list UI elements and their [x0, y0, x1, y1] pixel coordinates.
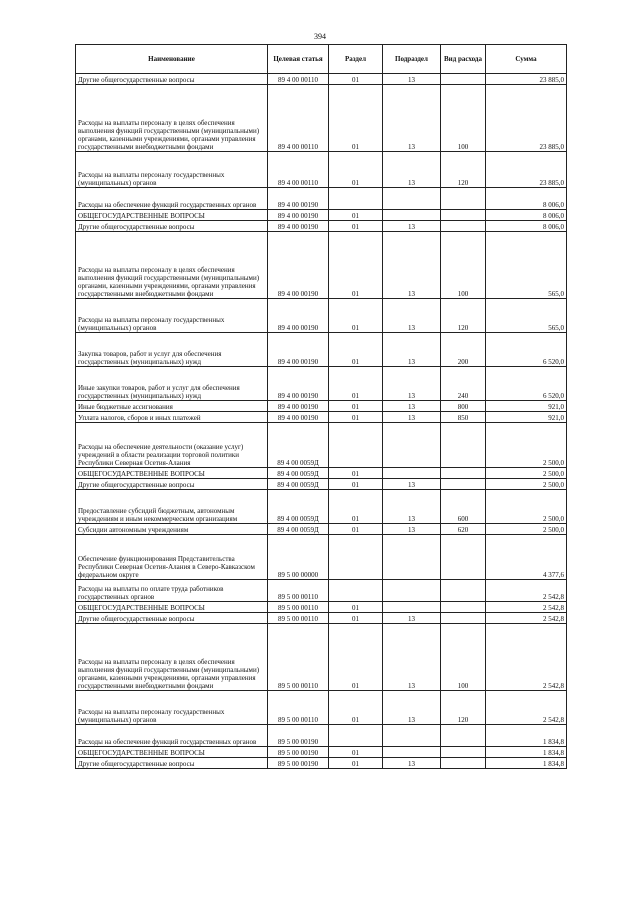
- row-expense-type: [441, 535, 486, 580]
- row-article: 89 5 00 00110: [268, 580, 329, 602]
- row-name: ОБЩЕГОСУДАРСТВЕННЫЕ ВОПРОСЫ: [76, 747, 268, 758]
- header-article: Целевая статья: [268, 45, 329, 74]
- row-section: 01: [329, 758, 383, 769]
- row-section: 01: [329, 152, 383, 188]
- row-subsection: [383, 210, 441, 221]
- row-subsection: 13: [383, 691, 441, 725]
- row-section: 01: [329, 412, 383, 423]
- row-subsection: 13: [383, 758, 441, 769]
- row-section: 01: [329, 221, 383, 232]
- row-article: 89 4 00 00190: [268, 412, 329, 423]
- row-section: 01: [329, 468, 383, 479]
- row-name: Иные закупки товаров, работ и услуг для обеспечения государственных (муниципальных) нужд: [76, 367, 268, 401]
- row-subsection: 13: [383, 152, 441, 188]
- row-subsection: [383, 747, 441, 758]
- row-name: Расходы на выплаты по оплате труда работников государственных органов: [76, 580, 268, 602]
- row-article: 89 4 00 00110: [268, 152, 329, 188]
- row-amount: 2 542,8: [486, 580, 567, 602]
- row-section: 01: [329, 232, 383, 299]
- header-expense-type: Вид расхода: [441, 45, 486, 74]
- row-name: Расходы на выплаты персоналу в целях обеспечения выполнения функций государственными (муниципальными) органами, казенными учреждениями, органами управления государственными внебюджетными фондами: [76, 85, 268, 152]
- row-section: 01: [329, 299, 383, 333]
- table-row: [76, 624, 567, 691]
- row-article: 89 4 00 00190: [268, 210, 329, 221]
- row-article: 89 4 00 00190: [268, 333, 329, 367]
- row-subsection: [383, 535, 441, 580]
- row-article: 89 4 00 00190: [268, 232, 329, 299]
- row-amount: 2 542,8: [486, 624, 567, 691]
- table-row: [76, 367, 567, 401]
- table-row: [76, 232, 567, 299]
- row-section: [329, 423, 383, 468]
- row-article: 89 4 00 00110: [268, 85, 329, 152]
- row-section: 01: [329, 624, 383, 691]
- row-amount: 2 500,0: [486, 490, 567, 524]
- row-name: Уплата налогов, сборов и иных платежей: [76, 412, 268, 423]
- row-expense-type: 100: [441, 624, 486, 691]
- row-subsection: 13: [383, 367, 441, 401]
- row-section: [329, 535, 383, 580]
- row-section: 01: [329, 524, 383, 535]
- row-section: [329, 188, 383, 210]
- table-row: [76, 524, 567, 535]
- table-row: [76, 188, 567, 210]
- row-subsection: [383, 725, 441, 747]
- row-name: Другие общегосударственные вопросы: [76, 613, 268, 624]
- row-expense-type: 600: [441, 490, 486, 524]
- row-expense-type: 100: [441, 85, 486, 152]
- row-subsection: 13: [383, 490, 441, 524]
- row-expense-type: [441, 74, 486, 85]
- row-expense-type: [441, 747, 486, 758]
- row-name: ОБЩЕГОСУДАРСТВЕННЫЕ ВОПРОСЫ: [76, 602, 268, 613]
- row-name: ОБЩЕГОСУДАРСТВЕННЫЕ ВОПРОСЫ: [76, 210, 268, 221]
- row-name: Расходы на обеспечение деятельности (оказание услуг) учреждений в области реализации торговой политики Республики Северная Осетия-Алания: [76, 423, 268, 468]
- row-amount: 2 542,8: [486, 602, 567, 613]
- row-subsection: 13: [383, 232, 441, 299]
- row-article: 89 4 00 00190: [268, 367, 329, 401]
- row-name: Иные бюджетные ассигнования: [76, 401, 268, 412]
- row-amount: 8 006,0: [486, 210, 567, 221]
- row-expense-type: 850: [441, 412, 486, 423]
- row-section: [329, 580, 383, 602]
- table-row: [76, 580, 567, 602]
- row-expense-type: [441, 188, 486, 210]
- row-expense-type: 120: [441, 299, 486, 333]
- row-article: 89 5 00 00110: [268, 624, 329, 691]
- row-article: 89 4 00 0059Д: [268, 479, 329, 490]
- table-row: [76, 299, 567, 333]
- row-article: 89 4 00 0059Д: [268, 490, 329, 524]
- row-expense-type: 800: [441, 401, 486, 412]
- table-row: [76, 85, 567, 152]
- row-article: 89 4 00 00190: [268, 299, 329, 333]
- row-expense-type: [441, 613, 486, 624]
- table-row: [76, 479, 567, 490]
- table-row: [76, 535, 567, 580]
- row-amount: 1 834,8: [486, 725, 567, 747]
- budget-table: [75, 44, 567, 769]
- table-row: [76, 747, 567, 758]
- header-subsection: Подраздел: [383, 45, 441, 74]
- row-article: 89 5 00 00110: [268, 602, 329, 613]
- row-expense-type: 240: [441, 367, 486, 401]
- row-article: 89 5 00 00110: [268, 691, 329, 725]
- row-name: Предоставление субсидий бюджетным, автономным учреждениям и иным некоммерческим организациям: [76, 490, 268, 524]
- row-expense-type: [441, 725, 486, 747]
- row-expense-type: [441, 479, 486, 490]
- row-name: Другие общегосударственные вопросы: [76, 221, 268, 232]
- row-name: Закупка товаров, работ и услуг для обеспечения государственных (муниципальных) нужд: [76, 333, 268, 367]
- row-subsection: 13: [383, 333, 441, 367]
- row-subsection: 13: [383, 74, 441, 85]
- row-name: Другие общегосударственные вопросы: [76, 758, 268, 769]
- row-section: 01: [329, 602, 383, 613]
- row-amount: 8 006,0: [486, 221, 567, 232]
- row-name: Расходы на выплаты персоналу в целях обеспечения выполнения функций государственными (муниципальными) органами, казенными учреждениями, органами управления государственными внебюджетными фондами: [76, 624, 268, 691]
- row-name: Расходы на выплаты персоналу государственных (муниципальных) органов: [76, 299, 268, 333]
- row-subsection: [383, 580, 441, 602]
- table-row: [76, 758, 567, 769]
- header-amount: Сумма: [486, 45, 567, 74]
- row-section: 01: [329, 401, 383, 412]
- row-expense-type: [441, 210, 486, 221]
- row-article: 89 4 00 0059Д: [268, 468, 329, 479]
- table-row: [76, 210, 567, 221]
- row-section: 01: [329, 691, 383, 725]
- table-row: [76, 74, 567, 85]
- row-expense-type: 620: [441, 524, 486, 535]
- row-amount: 23 885,0: [486, 74, 567, 85]
- row-name: ОБЩЕГОСУДАРСТВЕННЫЕ ВОПРОСЫ: [76, 468, 268, 479]
- row-subsection: 13: [383, 613, 441, 624]
- row-expense-type: [441, 468, 486, 479]
- row-amount: 8 006,0: [486, 188, 567, 210]
- row-expense-type: 120: [441, 152, 486, 188]
- row-amount: 1 834,8: [486, 758, 567, 769]
- row-subsection: [383, 602, 441, 613]
- row-article: 89 5 00 00190: [268, 758, 329, 769]
- row-name: Обеспечение функционирования Представительства Республики Северная Осетия-Алания в Северо-Кавказском федеральном округе: [76, 535, 268, 580]
- row-expense-type: [441, 580, 486, 602]
- row-amount: 2 500,0: [486, 423, 567, 468]
- row-subsection: [383, 188, 441, 210]
- row-expense-type: [441, 221, 486, 232]
- table-header-row: [76, 45, 567, 74]
- row-article: 89 4 00 0059Д: [268, 423, 329, 468]
- row-amount: 23 885,0: [486, 152, 567, 188]
- row-expense-type: 120: [441, 691, 486, 725]
- row-subsection: 13: [383, 299, 441, 333]
- row-amount: 2 500,0: [486, 479, 567, 490]
- row-section: 01: [329, 490, 383, 524]
- row-article: 89 4 00 00190: [268, 401, 329, 412]
- row-section: 01: [329, 613, 383, 624]
- row-amount: 1 834,8: [486, 747, 567, 758]
- row-amount: 6 520,0: [486, 333, 567, 367]
- table-row: [76, 468, 567, 479]
- row-section: 01: [329, 479, 383, 490]
- row-amount: 565,0: [486, 299, 567, 333]
- table-row: [76, 412, 567, 423]
- row-expense-type: [441, 423, 486, 468]
- row-section: 01: [329, 74, 383, 85]
- row-article: 89 5 00 00110: [268, 613, 329, 624]
- row-amount: 23 885,0: [486, 85, 567, 152]
- row-subsection: 13: [383, 401, 441, 412]
- row-amount: 565,0: [486, 232, 567, 299]
- row-subsection: 13: [383, 624, 441, 691]
- header-section: Раздел: [329, 45, 383, 74]
- row-amount: 921,0: [486, 412, 567, 423]
- row-name: Другие общегосударственные вопросы: [76, 74, 268, 85]
- row-expense-type: [441, 602, 486, 613]
- row-section: 01: [329, 210, 383, 221]
- row-name: Расходы на выплаты персоналу в целях обеспечения выполнения функций государственными (муниципальными) органами, казенными учреждениями, органами управления государственными внебюджетными фондами: [76, 232, 268, 299]
- table-row: [76, 401, 567, 412]
- row-article: 89 4 00 00190: [268, 188, 329, 210]
- row-article: 89 4 00 00190: [268, 221, 329, 232]
- row-name: Расходы на выплаты персоналу государственных (муниципальных) органов: [76, 152, 268, 188]
- table-row: [76, 221, 567, 232]
- row-expense-type: 200: [441, 333, 486, 367]
- table-row: [76, 613, 567, 624]
- table-row: [76, 725, 567, 747]
- row-amount: 6 520,0: [486, 367, 567, 401]
- row-section: 01: [329, 747, 383, 758]
- row-article: 89 5 00 00190: [268, 747, 329, 758]
- row-name: Расходы на обеспечение функций государственных органов: [76, 188, 268, 210]
- row-section: 01: [329, 85, 383, 152]
- row-name: Расходы на обеспечение функций государственных органов: [76, 725, 268, 747]
- row-subsection: 13: [383, 85, 441, 152]
- row-amount: 2 542,8: [486, 613, 567, 624]
- row-amount: 2 500,0: [486, 524, 567, 535]
- row-article: 89 5 00 00000: [268, 535, 329, 580]
- row-subsection: 13: [383, 412, 441, 423]
- row-subsection: 13: [383, 524, 441, 535]
- row-article: 89 4 00 00110: [268, 74, 329, 85]
- row-name: Расходы на выплаты персоналу государственных (муниципальных) органов: [76, 691, 268, 725]
- table-row: [76, 423, 567, 468]
- row-amount: 921,0: [486, 401, 567, 412]
- table-row: [76, 490, 567, 524]
- row-article: 89 4 00 0059Д: [268, 524, 329, 535]
- row-section: 01: [329, 333, 383, 367]
- row-amount: 2 542,8: [486, 691, 567, 725]
- page-number: 394: [314, 32, 326, 41]
- table-row: [76, 602, 567, 613]
- table-row: [76, 691, 567, 725]
- row-article: 89 5 00 00190: [268, 725, 329, 747]
- row-subsection: 13: [383, 479, 441, 490]
- row-name: Субсидии автономным учреждениям: [76, 524, 268, 535]
- row-subsection: [383, 423, 441, 468]
- row-expense-type: 100: [441, 232, 486, 299]
- row-amount: 4 377,6: [486, 535, 567, 580]
- row-name: Другие общегосударственные вопросы: [76, 479, 268, 490]
- row-subsection: 13: [383, 221, 441, 232]
- row-amount: 2 500,0: [486, 468, 567, 479]
- header-name: Наименование: [76, 45, 268, 74]
- row-subsection: [383, 468, 441, 479]
- table-row: [76, 152, 567, 188]
- table-row: [76, 333, 567, 367]
- row-section: 01: [329, 367, 383, 401]
- row-section: [329, 725, 383, 747]
- row-expense-type: [441, 758, 486, 769]
